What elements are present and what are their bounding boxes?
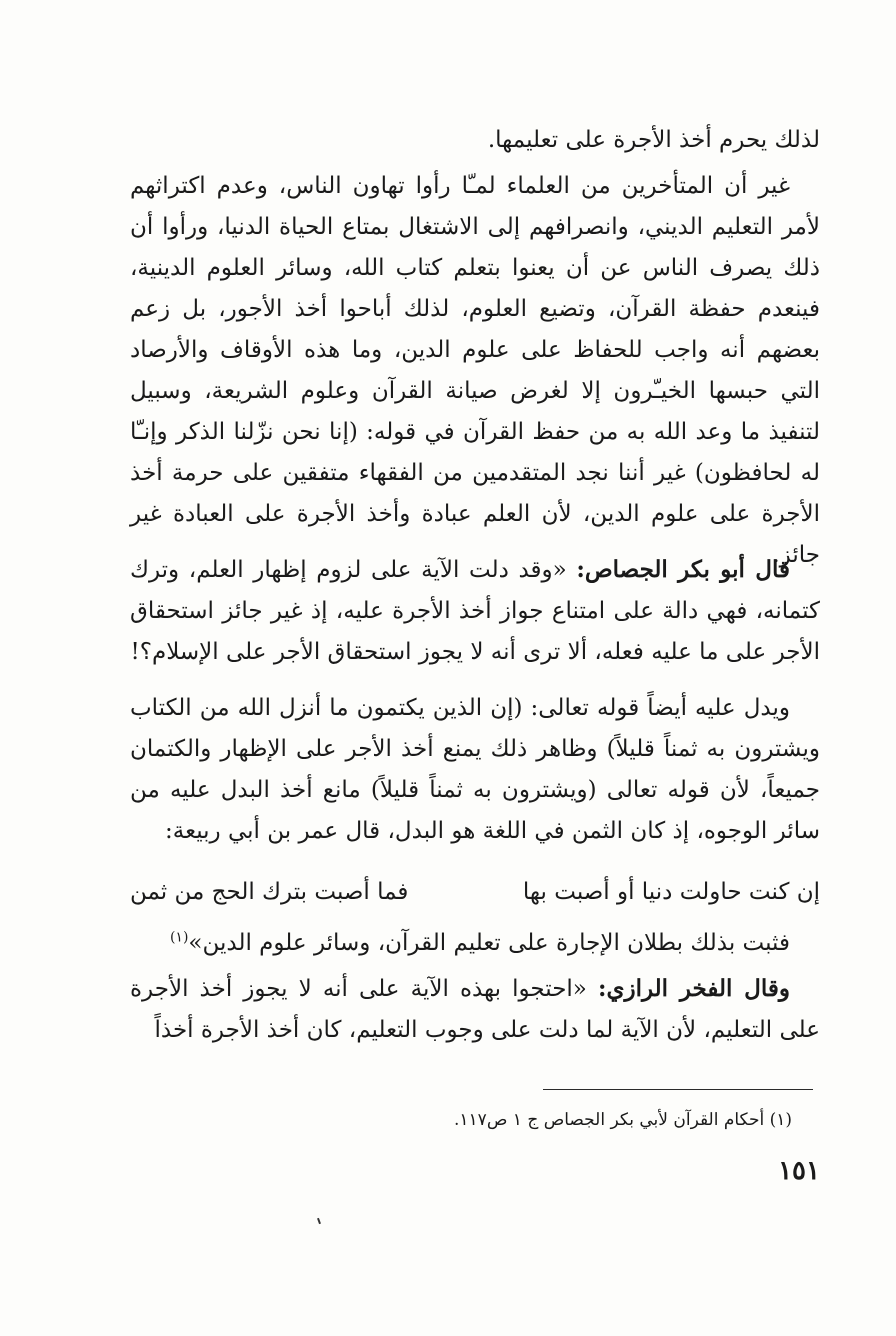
paragraph-razi bbox=[130, 968, 820, 1051]
verse-first-hemistich: إن كنت حاولت دنيا أو أصبت بها bbox=[522, 879, 820, 905]
paragraph-4-text bbox=[130, 923, 820, 964]
paragraph-1-text: غير أن المتأخرين من العلماء لمـّا رأوا تهاون الناس، وعدم اكتراثهم لأمر التعليم الديني، وانصرافهم إلى الاشتغال بمتاع الحياة الدنيا، ورأوا أن ذلك يصرف الناس عن أن يعنوا بتعلم كتاب الله، وسائر العلوم الدينية، فينعدم حفظة القرآن، وتضيع العلوم، لذلك أباحوا أخذ الأجور، بل زعم بعضهم أنه واجب للحفاظ على علوم الدين، وما هذه الأوقاف والأرصاد التي حبسها الخيـّرون إلا لغرض صيانة القرآن وعلوم الشريعة، وسبيل لتنفيذ ما وعد الله به من حفظ القرآن في قوله: (إنا نحن نزّلنا الذكر وإنـّا له لحافظون) غير أننا نجد المتقدمين من الفقهاء متفقين على حرمة أخذ الأجرة على علوم الدين، لأن العلم عبادة وأخذ الأجرة على العبادة غير جائز. bbox=[130, 173, 820, 568]
opening-line bbox=[130, 120, 820, 161]
opening-sentence: لذلك يحرم أخذ الأجرة على تعليمها. bbox=[487, 127, 820, 153]
jassas-quote: «وقد دلت الآية على لزوم إظهار العلم، وترك كتمانه، فهي دالة على امتناع جواز أخذ الأجرة عليه، إذ غير جائز استحقاق الأجر على ما عليه فعله، ألا ترى أنه لا يجوز استحقاق الأجر على الإسلام؟! bbox=[130, 557, 820, 665]
paragraph-3-text: ويدل عليه أيضاً قوله تعالى: (إن الذين يكتمون ما أنزل الله من الكتاب ويشترون به ثمناً قليلاً) وظاهر ذلك يمنع أخذ الأجر على الإظهار والكتمان جميعاً، لأن قوله تعالى (ويشترون به ثمناً قليلاً) مانع أخذ البدل عليه من سائر الوجوه، إذ كان الثمن في اللغة هو البدل، قال عمر بن أبي ربيعة: bbox=[130, 695, 820, 844]
paragraph-4-body: فثبت بذلك بطلان الإجارة على تعليم القرآن، وسائر علوم الدين» bbox=[188, 930, 790, 956]
scan-speck bbox=[317, 1218, 321, 1224]
footnote: (١) أحكام القرآن لأبي بكر الجصاص ج ١ ص١١٧. bbox=[454, 1110, 792, 1130]
paragraph-3 bbox=[130, 688, 820, 852]
paragraph-1 bbox=[130, 166, 820, 576]
verse-second-hemistich: فما أصبت بترك الحج من ثمن bbox=[130, 879, 409, 905]
poem-verse bbox=[130, 872, 820, 913]
razi-quote: «احتجوا بهذه الآية على أنه لا يجوز أخذ الأجرة على التعليم، لأن الآية لما دلت على وجوب التعليم، كان أخذ الأجرة أخذاً bbox=[130, 976, 820, 1043]
paragraph-jassas bbox=[130, 549, 820, 673]
paragraph-4 bbox=[130, 923, 820, 964]
jassas-lead: قال أبو بكر الجصاص: bbox=[576, 556, 790, 583]
footnote-separator bbox=[543, 1089, 813, 1090]
razi-lead: وقال الفخر الرازي: bbox=[597, 975, 790, 1002]
footnote-marker: (١) bbox=[169, 929, 189, 946]
paragraph-razi-text bbox=[130, 968, 820, 1051]
paragraph-jassas-text bbox=[130, 549, 820, 673]
page-number: ١٥١ bbox=[778, 1156, 820, 1186]
